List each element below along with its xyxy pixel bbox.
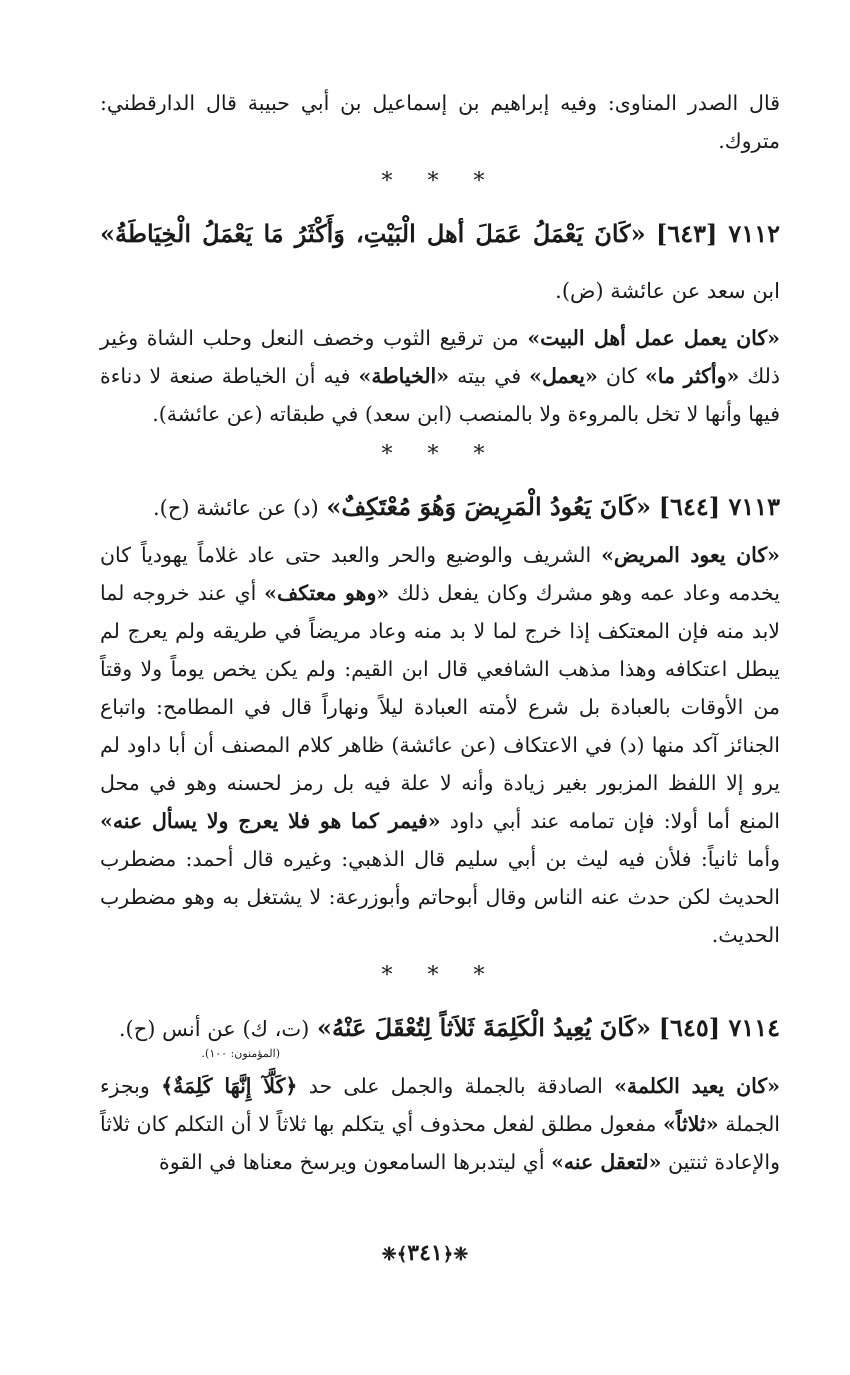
commentary-text: في بيته (449, 364, 530, 388)
commentary-paragraph (100, 536, 780, 954)
commentary-text: كان (597, 364, 645, 388)
commentary-text: من ترقيع الثوب وخصف النعل وحلب الشاة وغير ذلك (100, 326, 781, 388)
hadith-text: «كَانَ يَعْمَلُ عَمَلَ أهل الْبَيْتِ، وَأَكْثَرُ مَا يَعْمَلُ الْخِيَاطَةُ» (100, 219, 646, 248)
ornament-right-icon: ❈﴿ (442, 1244, 469, 1265)
commentary-quoted-phrase: «لتعقل عنه» (551, 1150, 662, 1174)
ornament-left-icon: ﴾❈ (381, 1244, 408, 1265)
hadith-source: (ت، ك) عن أنس (ح). (118, 1017, 310, 1041)
page-body (100, 84, 780, 1181)
commentary-quoted-phrase: «فيمر كما هو فلا يعرج ولا يسأل عنه» (100, 809, 441, 833)
commentary-text: أي عند خروجه لما لابد منه فإن المعتكف إذا خرج لما لا بد منه وعاد مريضاً في طريقه ولم يعرج لم يبطل اعتكافه وهذا مذهب الشافعي قال ابن القيم: ولم يكن يخص يوماً ولا وقتاً من الأوقات بالعبادة بل شرع لأمته العبادة ليلاً ونهاراً قال في المطامح: واتباع الجنائز آكد منها (د) في الاعتكاف (عن عائشة) ظاهر كلام المصنف أن أبا داود لم يرو إلا اللفظ المزبور بغير زيادة وأنه لا علة فيه بل رمز لحسنه وهو في محل المنع أما أولا: فإن تمامه عند أبي داود (100, 581, 781, 833)
hadith-text: «كَانَ يَعُودُ الْمَرِيضَ وَهُوَ مُعْتَكِفٌ» (326, 492, 652, 521)
commentary-quoted-phrase: «يعمل» (529, 364, 598, 388)
commentary-quoted-phrase: ﴿كَلَّآ إِنَّهَا كَلِمَةٌ﴾ (161, 1074, 298, 1098)
commentary-text: وبجزء الجملة (100, 1074, 781, 1136)
hadith-number: ٧١١٢ [٦٤٣] (655, 219, 780, 248)
commentary-paragraph (100, 1067, 780, 1181)
commentary-quoted-phrase: «كان يعود المريض» (601, 543, 780, 567)
hadith-entry-7112 (100, 206, 780, 319)
commentary-quoted-phrase: «وهو معتكف» (264, 581, 390, 605)
commentary-quoted-phrase: «الخياطة» (358, 364, 450, 388)
commentary-text: الصادقة بالجملة والجمل على حد (297, 1074, 615, 1098)
intro-paragraph: قال الصدر المناوى: وفيه إبراهيم بن إسماعيل بن أبي حبيبة قال الدارقطني: متروك. (100, 91, 780, 153)
separator-stars: * * * (381, 169, 499, 194)
commentary-quoted-phrase: «كان يعيد الكلمة» (614, 1074, 780, 1098)
commentary-text: فيه أن الخياطة صنعة لا دناءة فيها وأنها لا تخل بالمروءة ولا بالمنصب (ابن سعد) في طبقاته (عن عائشة). (100, 364, 780, 426)
commentary-text: الشريف والوضيع والحر والعبد حتى عاد غلاماً يهودياً كان يخدمه وعاد عمه وهو مشرك وكان يفعل ذلك (100, 543, 780, 605)
hadith-number: ٧١١٤ [٦٤٥] (658, 1013, 780, 1042)
page-number (0, 1240, 850, 1266)
hadith-number: ٧١١٣ [٦٤٤] (658, 492, 780, 521)
commentary-text: مفعول مطلق لفعل محذوف أي يتكلم بها ثلاثاً لا أن التكلم كان ثلاثاً والإعادة ثنتين (100, 1112, 780, 1174)
commentary-quoted-phrase: «ثلاثاً» (663, 1112, 719, 1136)
separator-stars: * * * (381, 442, 499, 467)
commentary-quoted-phrase: «كان يعمل عمل أهل البيت» (527, 326, 780, 350)
page-number-text: ٣٤١ (407, 1240, 443, 1266)
hadith-text: «كَانَ يُعِيدُ الْكَلِمَةَ ثَلاَثاً لِتُعْقَلَ عَنْهُ» (317, 1013, 652, 1042)
commentary-text: أي ليتدبرها السامعون ويرسخ معناها في القوة (159, 1150, 552, 1174)
hadith-source: ابن سعد عن عائشة (ض). (555, 279, 780, 303)
hadith-entry-7113 (100, 479, 780, 536)
commentary-quoted-phrase: «وأكثر ما» (644, 364, 740, 388)
commentary-text: وأما ثانياً: فلأن فيه ليث بن أبي سليم قال الذهبي: وغيره قال أحمد: مضطرب الحديث لكن حدث عنه الناس وقال أبوحاتم وأبوزرعة: لا يشتغل به وهو مضطرب الحديث. (100, 847, 780, 947)
quran-reference: (المؤمنون: ١٠٠). (201, 1047, 280, 1060)
hadith-source: (د) عن عائشة (ح). (153, 496, 319, 520)
separator-stars: * * * (381, 963, 499, 988)
commentary-paragraph (100, 319, 780, 433)
